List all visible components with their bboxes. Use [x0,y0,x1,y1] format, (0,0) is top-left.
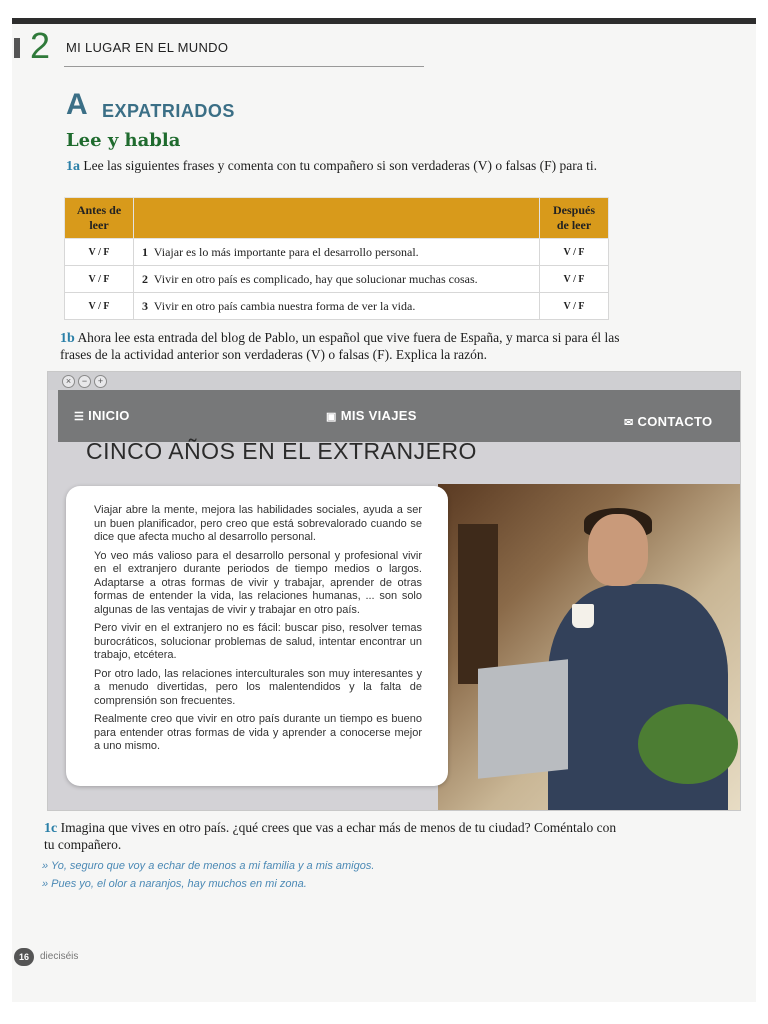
window-chrome [48,372,740,390]
statement: 3 Vivir en otro país cambia nuestra forma de ver la vida. [134,293,540,320]
exercise-1c [44,820,624,853]
minimize-icon[interactable]: − [78,375,91,388]
page-number: 16 [14,948,34,966]
header-after: Después de leer [540,198,609,239]
blog-nav [58,390,740,442]
vf-before[interactable]: V / F [65,266,134,293]
blog-paragraph: Yo veo más valioso para el desarrollo personal y profesional vivir en el extranjero durante periodos de tiempo medios o largos. Adaptarse a otras formas de vivir y trabajar, aprender de otras formas de entender la vida, las relaciones humanas, ... son solo algunas de las ventajas de vivir y trabajar en otro país. [94,549,422,616]
exercise-number: 1b [60,331,75,346]
camera-icon: ▣ [326,411,337,423]
exercise-1b [60,330,630,363]
vf-before[interactable]: V / F [65,239,134,266]
mail-icon: ✉ [624,417,634,429]
table-row [65,293,609,320]
page-number-word: dieciséis [40,951,79,962]
exercise-text: Ahora lee esta entrada del blog de Pablo, un español que vive fuera de España, y marca si para él las frases de la actividad anterior son verdaderas (V) o falsas (F). Explica la razón. [60,330,620,362]
section-subtitle: Lee y habla [66,130,181,151]
true-false-table [64,197,609,320]
photo-laptop [478,659,568,778]
section-letter: A [66,88,88,121]
chapter-number: 2 [30,25,51,66]
nav-trips[interactable]: ▣ MIS VIAJES [326,408,417,423]
exercise-number: 1c [44,821,58,836]
nav-home[interactable]: ☰ INICIO [74,408,130,423]
photo-shelf [458,524,498,684]
chapter-title: MI LUGAR EN EL MUNDO [66,40,229,55]
sample-answer: » Yo, seguro que voy a echar de menos a mi familia y a mis amigos. [42,860,375,872]
vf-after[interactable]: V / F [540,293,609,320]
top-edge [12,18,756,24]
vf-after[interactable]: V / F [540,239,609,266]
photo-head [588,514,648,586]
statement: 2 Vivir en otro país es complicado, hay que solucionar muchas cosas. [134,266,540,293]
section-title: EXPATRIADOS [102,101,235,121]
exercise-text: Imagina que vives en otro país. ¿qué crees que vas a echar más de menos de tu ciudad? Coméntalo con tu compañero. [44,820,617,852]
chapter-divider [64,66,424,67]
exercise-number: 1a [66,159,80,174]
blog-paragraph: Pero vivir en el extranjero no es fácil: buscar piso, resolver temas burocráticos, solucionar problemas de salud, intentar encontrar un trabajo, etcétera. [94,622,422,661]
chapter-marker [14,38,20,58]
header-before: Antes de leer [65,198,134,239]
list-icon: ☰ [74,411,85,423]
photo-plant [638,704,738,784]
close-icon[interactable]: × [62,375,75,388]
vf-after[interactable]: V / F [540,266,609,293]
exercise-1a [66,158,626,175]
nav-contact[interactable]: ✉ CONTACTO [624,414,713,429]
exercise-text: Lee las siguientes frases y comenta con tu compañero si son verdaderas (V) o falsas (F) para ti. [83,158,597,173]
blog-paragraph: Realmente creo que vivir en otro país durante un tiempo es bueno para entender otras formas de vida y aprender a conocerse mejor a uno mismo. [94,713,422,752]
photo-cup [572,604,594,628]
blog-window [48,372,740,810]
sample-answer: » Pues yo, el olor a naranjos, hay muchos en mi zona. [42,878,307,890]
photo-man-with-coffee [438,484,740,810]
table-row [65,266,609,293]
maximize-icon[interactable]: + [94,375,107,388]
blog-post-card [66,486,448,786]
blog-paragraph: Viajar abre la mente, mejora las habilidades sociales, ayuda a ser un buen planificador, pero creo que está sobrevalorado cuando se dice que afecta mucho al desarrollo personal. [94,504,422,543]
blog-title: CINCO AÑOS EN EL EXTRANJERO [86,438,477,464]
blog-paragraph: Por otro lado, las relaciones interculturales son muy interesantes y a menudo divertidas, pero los malentendidos y la falta de comprensión son frecuentes. [94,667,422,707]
statement: 1 Viajar es lo más importante para el desarrollo personal. [134,239,540,266]
table-row [65,239,609,266]
vf-before[interactable]: V / F [65,293,134,320]
header-blank [134,198,540,239]
